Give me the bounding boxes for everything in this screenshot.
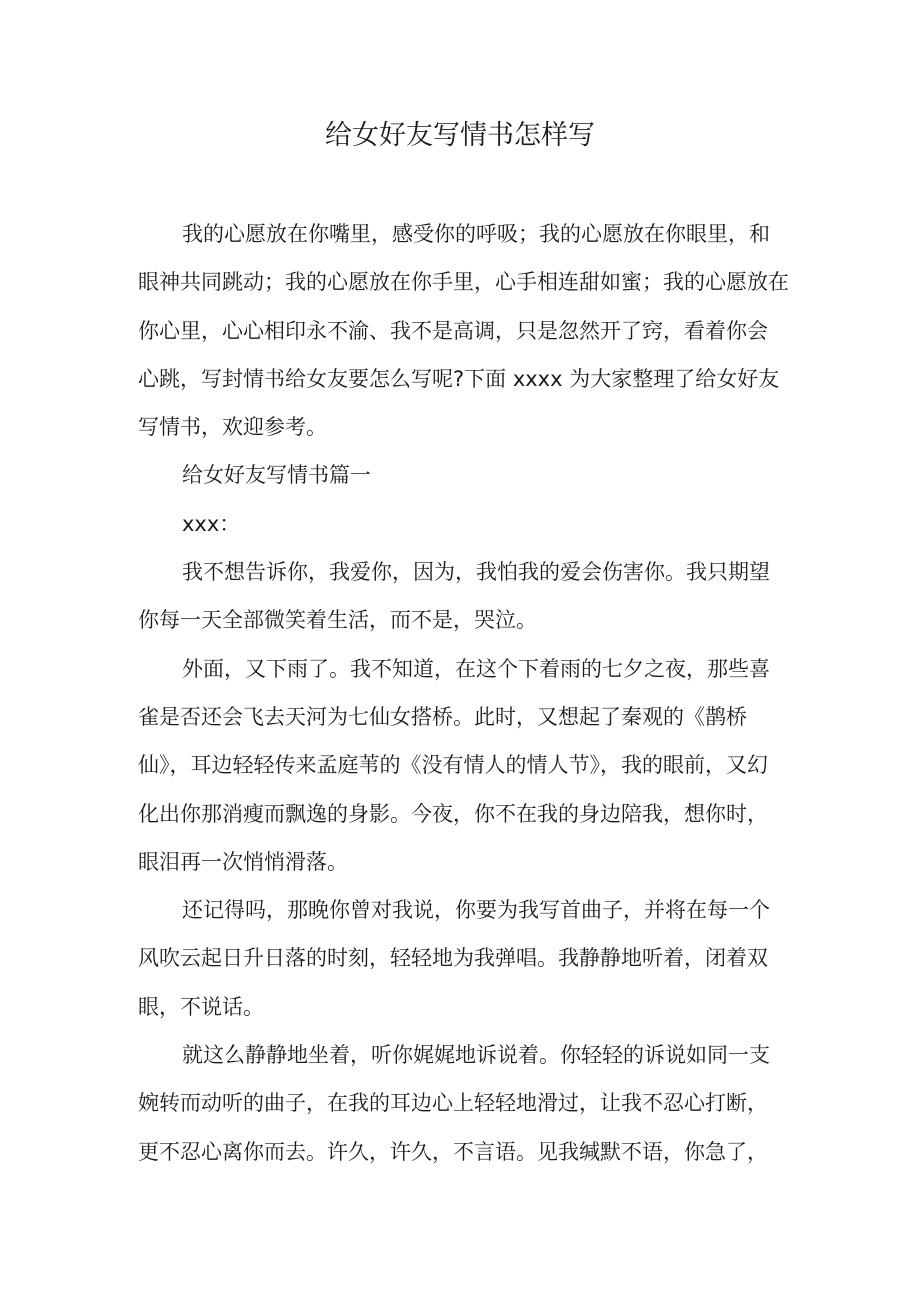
paragraph-line: 我不想告诉你，我爱你，因为，我怕我的爱会伤害你。我只期望 [182,560,770,585]
document-body [138,210,792,1176]
paragraph-line: 我的心愿放在你嘴里，感受你的呼吸；我的心愿放在你眼里，和 [182,222,770,246]
paragraph-line: 风吹云起日升日落的时刻，轻轻地为我弹唱。我静静地听着，闭着双 [138,946,768,971]
paragraph-line: 你每一天全部微笑着生活，而不是，哭泣。 [138,608,537,633]
paragraph-line: 外面，又下雨了。我不知道，在这个下着雨的七夕之夜，那些喜 [182,656,770,681]
paragraph-line: 眼，不说话。 [138,994,264,1019]
document-title: 给女好友写情书怎样写 [325,120,595,151]
paragraph-line: 就这么静静地坐着，听你娓娓地诉说着。你轻轻的诉说如同一支 [182,1043,770,1068]
paragraph-line: 还记得吗，那晚你曾对我说，你要为我写首曲子，并将在每一个 [182,898,770,923]
paragraph-line: 雀是否还会飞去天河为七仙女搭桥。此时，又想起了秦观的《鹊桥 [138,704,747,729]
paragraph-line: 仙》，耳边轻轻传来孟庭苇的《没有情人的情人节》，我的眼前，又幻 [138,753,768,778]
section-heading: 给女好友写情书篇一 [182,463,371,488]
paragraph-line: 眼神共同跳动；我的心愿放在你手里，心手相连甜如蜜；我的心愿放在 [138,270,789,295]
paragraph-line: 更不忍心离你而去。许久，许久，不言语。见我缄默不语，你急了， [138,1139,768,1164]
paragraph-line: 婉转而动听的曲子，在我的耳边心上轻轻地滑过，让我不忍心打断， [138,1091,768,1116]
paragraph-line: 心跳，写封情书给女友要怎么写呢?下面 xxxx 为大家整理了给女好友 [138,366,780,391]
paragraph-line: 化出你那消瘦而飘逸的身影。今夜，你不在我的身边陪我，想你时， [138,801,768,826]
paragraph-line: 写情书，欢迎参考。 [138,415,327,440]
paragraph-line: 眼泪再一次悄悄滑落。 [138,849,348,874]
paragraph-line: 你心里，心心相印永不渝、我不是高调，只是忽然开了窍，看着你会 [138,318,768,343]
salutation: xxx： [182,511,241,536]
